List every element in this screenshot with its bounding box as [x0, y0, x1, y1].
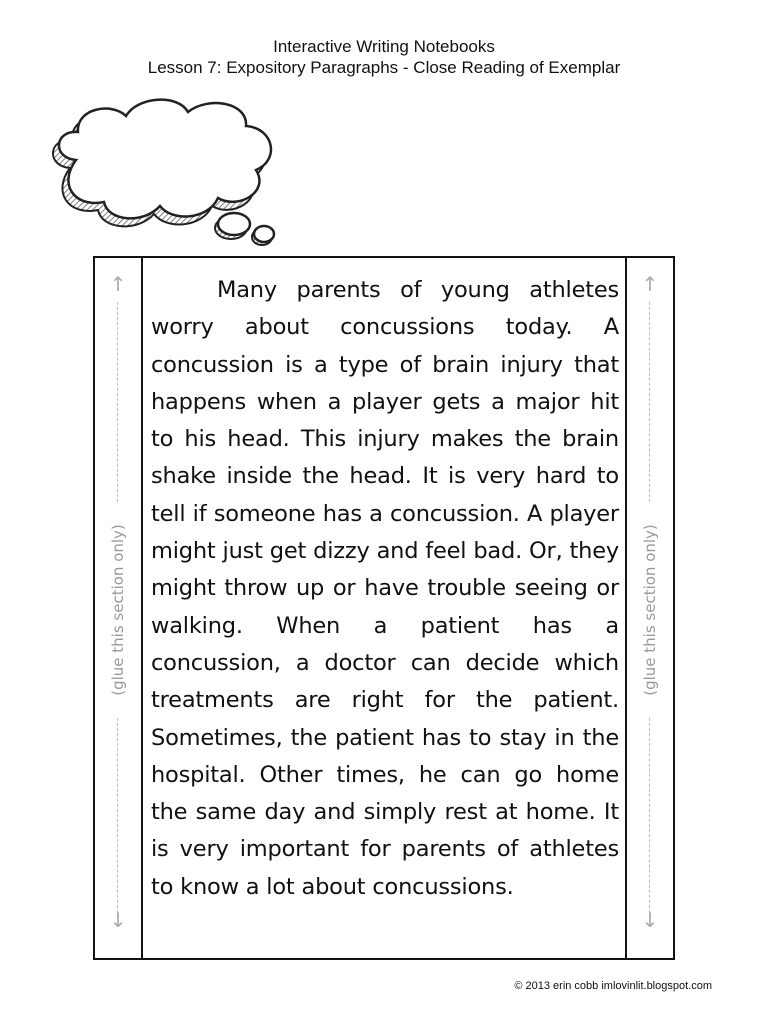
guide-line — [117, 718, 118, 918]
copyright-footer: © 2013 erin cobb imlovinlit.blogspot.com — [514, 980, 712, 992]
arrow-up-icon: ↑ — [641, 272, 659, 296]
glue-strip-left — [95, 258, 143, 958]
guide-line — [117, 302, 118, 502]
arrow-up-icon: ↑ — [109, 272, 127, 296]
paragraph-text: Many parents of young athletes worry about concussions today. A concussion is a type of brain injury that happens when a player gets a major hit to his head. This injury makes the brain shake inside the head. It is very hard to tell if someone has a concussion. A player might just get dizzy and feel bad. Or, they might throw up or have trouble seeing or walking. When a patient has a concussion, a doctor can decide which treatments are right for the patient. Sometimes, the patient has to stay in the hospital. Other times, he can go home the same day and simply rest at home. It is very important for parents of athletes to know a lot about concussions. — [151, 277, 619, 900]
arrow-down-icon: ↓ — [641, 908, 659, 932]
page-title: Interactive Writing Notebooks — [273, 37, 495, 56]
exemplar-frame — [93, 256, 675, 960]
thought-cloud-icon — [48, 88, 298, 248]
glue-label-right: (glue this section only) — [641, 524, 659, 696]
glue-strip-right — [625, 258, 673, 958]
exemplar-paragraph — [151, 272, 619, 906]
page-header — [0, 36, 768, 78]
page-subtitle: Lesson 7: Expository Paragraphs - Close Reading of Exemplar — [147, 58, 621, 77]
arrow-down-icon: ↓ — [109, 908, 127, 932]
guide-line — [649, 302, 650, 502]
glue-label-left: (glue this section only) — [109, 524, 127, 696]
guide-line — [649, 718, 650, 918]
